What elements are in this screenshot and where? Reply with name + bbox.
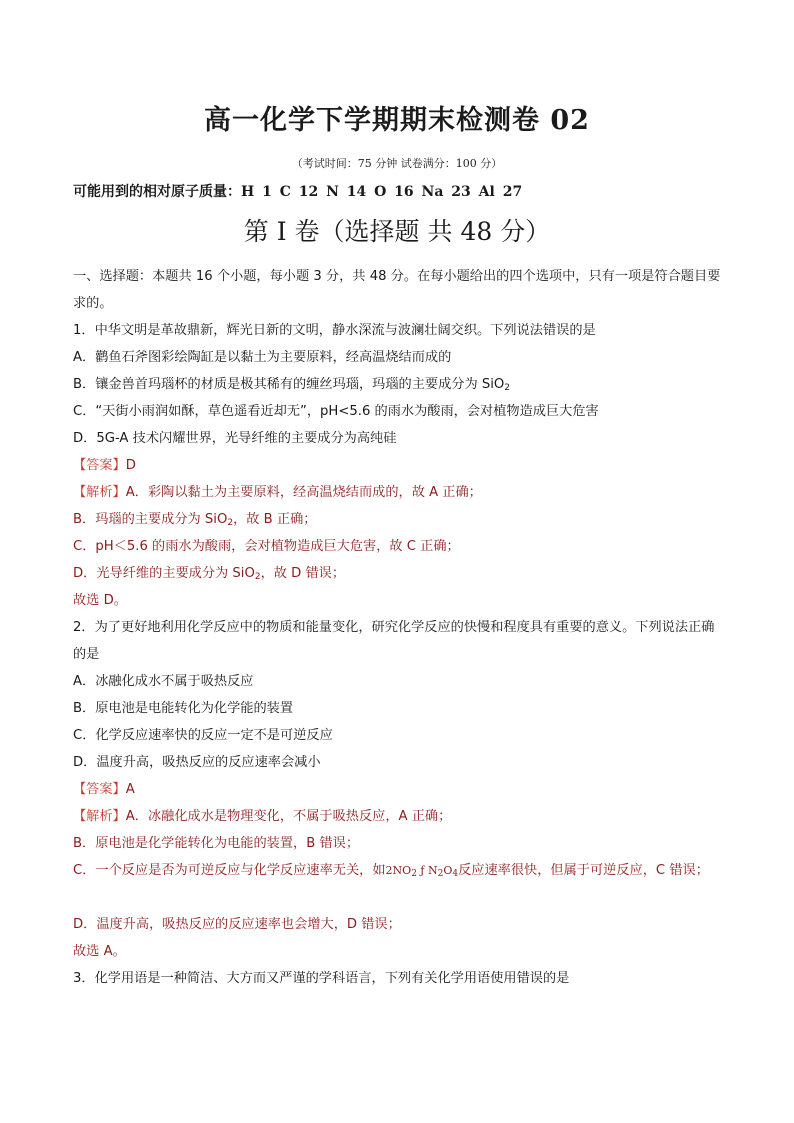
q1-analysis-b-post: ，故 B 正确； xyxy=(233,512,317,527)
q2-option-d: D．温度升高，吸热反应的反应速率会减小 xyxy=(73,755,321,770)
q2-conclusion: 故选 A。 xyxy=(73,944,126,959)
q2-option-c: C．化学反应速率快的反应一定不是可逆反应 xyxy=(73,728,333,743)
q1-analysis-d-post: ，故 D 错误； xyxy=(260,566,346,581)
q1-option-b xyxy=(73,371,725,398)
q1-analysis-b xyxy=(73,506,725,533)
eq-reactant-sub: 2 xyxy=(411,869,417,879)
answer-tag: 【答案】 xyxy=(73,458,126,473)
q1-analysis-d-text: D．光导纤维的主要成分为 SiO xyxy=(73,566,255,581)
q2-analysis-a-text: A．冰融化成水是物理变化，不属于吸热反应，A 正确； xyxy=(125,809,452,824)
q2-analysis-a xyxy=(73,803,725,830)
eq-product-sub2: 4 xyxy=(452,869,459,879)
q1-analysis-d xyxy=(73,560,725,587)
q1-analysis-c: C．pH＜5.6 的雨水为酸雨，会对植物造成巨大危害，故 C 正确； xyxy=(73,539,460,554)
q2-option-a: A．冰融化成水不属于吸热反应 xyxy=(73,674,254,689)
section-title: 第 I 卷（选择题 共 48 分） xyxy=(243,217,551,246)
q2-analysis-c xyxy=(73,857,725,911)
analysis-tag: 【解析】 xyxy=(73,485,126,500)
answer-value: D xyxy=(125,458,136,473)
q2-answer xyxy=(73,776,725,803)
q2-analysis-c-text: C．一个反应是否为可逆反应与化学反应速率无关，如 xyxy=(73,863,386,878)
analysis-tag: 【解析】 xyxy=(73,809,126,824)
q2-stem: 2．为了更好地利用化学反应中的物质和能量变化，研究化学反应的快慢和程度具有重要的意义。下列说法正确的是 xyxy=(73,620,715,662)
answer-value: A xyxy=(125,782,135,797)
exam-meta: （考试时间：75 分钟 试卷满分：100 分） xyxy=(291,157,503,170)
q1-analysis-b-sub: 2 xyxy=(227,518,234,528)
q1-option-d: D．5G-A 技术闪耀世界，光导纤维的主要成分为高纯硅 xyxy=(73,431,397,446)
q1-answer xyxy=(73,452,725,479)
q1-option-c: C．“天街小雨润如酥，草色遥看近却无”，pH<5.6 的雨水为酸雨，会对植物造成巨大危害 xyxy=(73,404,599,419)
q1-option-a: A．鹳鱼石斧图彩绘陶缸是以黏土为主要原料，经高温烧结而成的 xyxy=(73,350,452,365)
atomic-masses-label: 可能用到的相对原子质量： xyxy=(73,184,241,200)
q2-option-b: B．原电池是电能转化为化学能的装置 xyxy=(73,701,294,716)
q2-analysis-d: D．温度升高，吸热反应的反应速率也会增大，D 错误； xyxy=(73,917,401,932)
atomic-masses xyxy=(73,181,522,201)
q1-option-b-text: B．镶金兽首玛瑙杯的材质是极其稀有的缠丝玛瑙，玛瑙的主要成分为 SiO xyxy=(73,377,505,392)
question-body xyxy=(73,263,725,992)
eq-product-mid: O xyxy=(443,864,453,877)
q1-analysis-a-text: A．彩陶以黏土为主要原料，经高温烧结而成的，故 A 正确； xyxy=(125,485,482,500)
page-title: 高一化学下学期期末检测卷 02 xyxy=(204,105,590,136)
section-intro: 一、选择题：本题共 16 个小题，每小题 3 分，共 48 分。在每小题给出的四个选项中，只有一项是符合题目要求的。 xyxy=(73,269,721,311)
q2-analysis-b: B．原电池是化学能转化为电能的装置，B 错误； xyxy=(73,836,360,851)
eq-product-sub1: 2 xyxy=(437,869,444,879)
eq-arrow: ƒ xyxy=(416,864,428,877)
q1-analysis-d-sub: 2 xyxy=(254,572,261,582)
answer-tag: 【答案】 xyxy=(73,782,126,797)
q1-stem: 1．中华文明是革故鼎新，辉光日新的文明，静水深流与波澜壮阔交织。下列说法错误的是 xyxy=(73,323,596,338)
eq-product: N xyxy=(428,864,438,877)
q1-analysis-b-text: B．玛瑙的主要成分为 SiO xyxy=(73,512,228,527)
q3-stem: 3．化学用语是一种简洁、大方而又严谨的学科语言，下列有关化学用语使用错误的是 xyxy=(73,971,570,986)
q1-analysis-a xyxy=(73,479,725,506)
reaction-equation xyxy=(386,864,459,877)
atomic-masses-values: H 1 C 12 N 14 O 16 Na 23 Al 27 xyxy=(241,184,523,200)
q1-conclusion: 故选 D。 xyxy=(73,593,127,608)
eq-reactant: 2NO xyxy=(385,864,412,877)
q2-analysis-c-post: 反应速率很快，但属于可逆反应，C 错误； xyxy=(458,863,709,878)
q1-option-b-sub: 2 xyxy=(504,383,511,393)
